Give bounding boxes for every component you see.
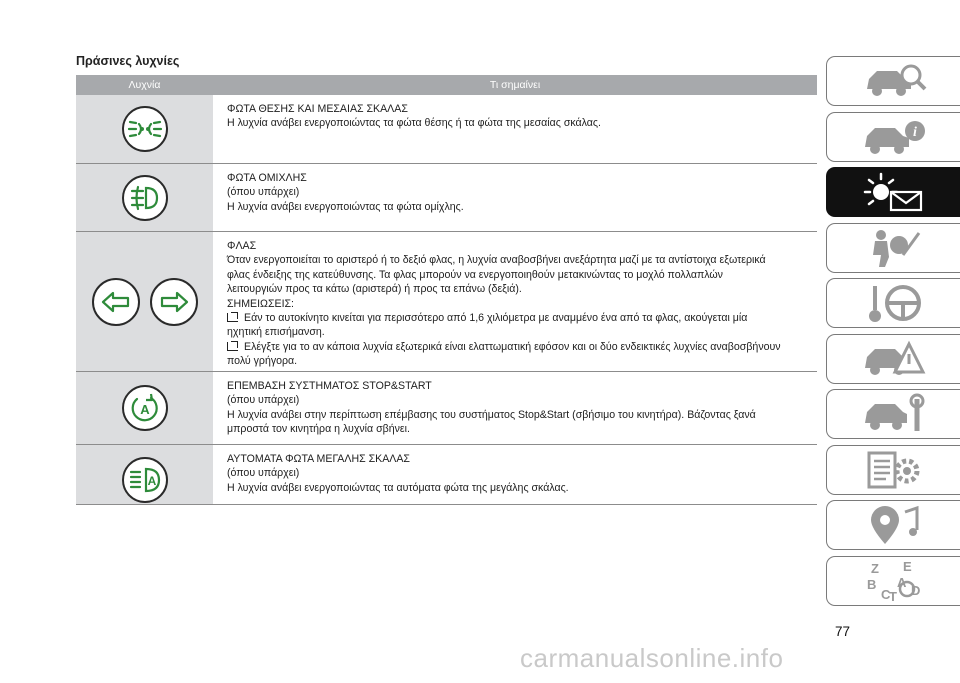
tab-car-search[interactable]	[826, 56, 960, 106]
right-turn-arrow-icon	[150, 278, 198, 326]
row-text: (όπου υπάρχει)	[227, 394, 300, 407]
tab-index[interactable]	[826, 556, 960, 606]
svg-text:T: T	[888, 588, 897, 603]
table-row	[76, 232, 817, 372]
car-crash-icon	[859, 338, 929, 380]
tab-safety[interactable]	[826, 223, 960, 273]
row-text: Η λυχνία ανάβει ενεργοποιώντας τα αυτόματα φώτα της μεγάλης σκάλας.	[227, 481, 569, 494]
watermark: carmanualsonline.info	[520, 643, 784, 673]
media-location-icon	[859, 504, 929, 546]
row-text: (όπου υπάρχει)	[227, 186, 300, 199]
note-text: Ελέγξτε για το αν κάποια λυχνία εξωτερικά είναι ελαττωματική εφόσον και οι δύο ενδεικτικές λυχνίες αναβοσβήνουν	[244, 340, 781, 353]
meaning-cell	[214, 232, 817, 371]
note-text: ηχητική επισήμανση.	[227, 326, 325, 339]
icon-cell	[76, 445, 213, 504]
stop-start-icon	[122, 385, 168, 431]
svg-text:D: D	[910, 582, 920, 598]
specs-gear-icon	[859, 449, 929, 491]
fog-lights-icon	[122, 175, 168, 221]
note-item	[227, 340, 817, 369]
tab-maintenance[interactable]	[826, 389, 960, 439]
section-title: Πράσινες λυχνίες	[76, 54, 180, 68]
row-text: Η λυχνία ανάβει στην περίπτωση επέμβασης του συστήματος Stop&Start (σβήσιμο του κινητήρα). Βάζοντας ξανά	[227, 408, 756, 421]
row-title: ΦΛΑΣ	[227, 240, 257, 252]
row-text: μπροστά τον κινητήρα η λυχνία σβήνει.	[227, 423, 410, 436]
tab-emergency[interactable]	[826, 334, 960, 384]
svg-text:A: A	[139, 402, 150, 417]
svg-text:i: i	[912, 124, 917, 140]
meaning-cell	[214, 164, 817, 231]
icon-cell	[76, 232, 213, 371]
meaning-cell	[214, 95, 817, 163]
car-info-icon	[859, 117, 929, 157]
meaning-cell	[214, 372, 817, 444]
table-row	[76, 445, 817, 505]
svg-text:C: C	[880, 586, 890, 602]
car-search-icon	[859, 61, 929, 101]
svg-text:B: B	[866, 576, 876, 592]
tab-specifications[interactable]	[826, 445, 960, 495]
warning-light-message-icon	[859, 170, 929, 214]
row-text: Η λυχνία ανάβει ενεργοποιώντας τα φώτα ομίχλης.	[227, 200, 464, 213]
airbag-safety-icon	[859, 227, 929, 269]
row-text: Η λυχνία ανάβει ενεργοποιώντας τα φώτα θέσης ή τα φώτα της μεσαίας σκάλας.	[227, 117, 601, 130]
table-row	[76, 372, 817, 445]
header-meaning: Τι σημαίνει	[489, 79, 541, 91]
icon-cell	[76, 95, 213, 163]
icon-cell	[76, 372, 213, 444]
row-text: φλας ένδειξης της κατεύθυνσης. Τα φλας μπορούν να ενεργοποιηθούν μετακινώντας το μοχλό πολλαπλών	[227, 268, 723, 281]
tab-car-info[interactable]	[826, 112, 960, 162]
tab-warning-lights[interactable]	[826, 167, 960, 217]
note-bullet-icon	[227, 342, 238, 351]
row-title: ΕΠΕΜΒΑΣΗ ΣΥΣΤΗΜΑΤΟΣ STOP&START	[227, 380, 432, 392]
svg-text:Z: Z	[870, 560, 879, 576]
table-header	[76, 75, 817, 95]
svg-text:A: A	[147, 474, 156, 488]
note-bullet-icon	[227, 313, 238, 322]
row-title: ΦΩΤΑ ΘΕΣΗΣ ΚΑΙ ΜΕΣΑΙΑΣ ΣΚΑΛΑΣ	[227, 103, 408, 115]
meaning-cell	[214, 445, 817, 504]
header-lamp: Λυχνία	[128, 79, 161, 91]
icon-cell	[76, 164, 213, 231]
car-wrench-icon	[859, 393, 929, 435]
row-title: ΦΩΤΑ ΟΜΙΧΛΗΣ	[227, 172, 307, 184]
warning-lights-table	[76, 75, 817, 505]
note-text: πολύ γρήγορα.	[227, 355, 298, 368]
row-text: λειτουργιών προς τα κάτω (αριστερά) ή προς τα επάνω (δεξιά).	[227, 283, 522, 296]
svg-text:A: A	[896, 574, 906, 590]
note-text: Εάν το αυτοκίνητο κινείται για περισσότερο από 1,6 χιλιόμετρα με αναμμένο ένα από τα φλας, ακούγεται μία	[244, 312, 748, 325]
note-item	[227, 311, 817, 340]
steering-key-icon	[859, 282, 929, 324]
row-title: ΑΥΤΟΜΑΤΑ ΦΩΤΑ ΜΕΓΑΛΗΣ ΣΚΑΛΑΣ	[227, 453, 410, 465]
tab-starting-driving[interactable]	[826, 278, 960, 328]
row-text: ΣΗΜΕΙΩΣΕΙΣ:	[227, 297, 295, 310]
row-text: (όπου υπάρχει)	[227, 467, 300, 480]
alphabet-index-icon	[859, 559, 929, 603]
svg-text:E: E	[902, 558, 912, 574]
turn-signal-icons	[92, 278, 198, 326]
left-turn-arrow-icon	[92, 278, 140, 326]
table-row	[76, 164, 817, 232]
page-number: 77	[835, 624, 851, 639]
position-lights-icon	[122, 106, 168, 152]
row-text: Όταν ενεργοποιείται το αριστερό ή το δεξιό φλας, η λυχνία αναβοσβήνει ανεξάρτητα μαζί με τα αντίστοιχα εξωτερικά	[227, 254, 766, 267]
chapter-tabs	[826, 56, 960, 611]
table-row	[76, 95, 817, 164]
auto-high-beam-icon	[122, 457, 168, 503]
tab-multimedia[interactable]	[826, 500, 960, 550]
